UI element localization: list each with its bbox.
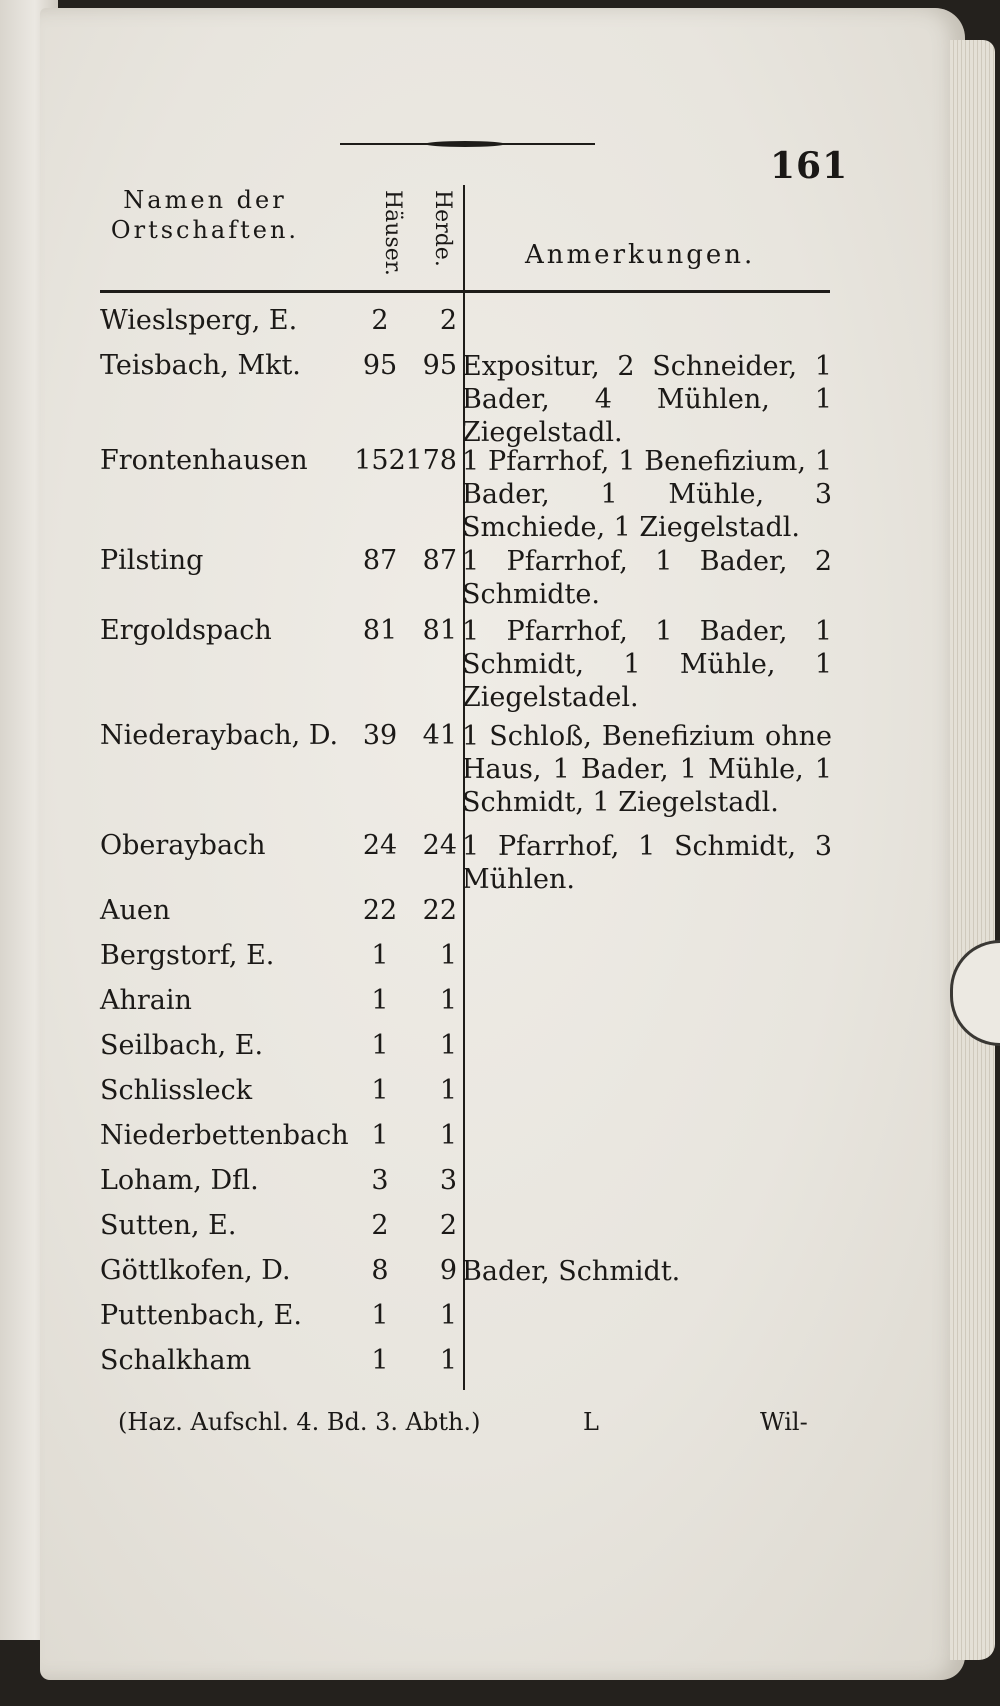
- hearths-count: 2: [439, 305, 457, 336]
- houses-count: 1: [371, 1120, 389, 1151]
- hearths-count: 9: [439, 1255, 457, 1286]
- header-rule: [100, 290, 830, 293]
- hearths-count: 1: [439, 985, 457, 1016]
- header-ornament: [340, 140, 595, 148]
- hearths-count: 87: [422, 545, 457, 576]
- houses-count: 1: [371, 940, 389, 971]
- place-name: Seilbach, E.: [100, 1030, 264, 1061]
- houses-count: 95: [362, 350, 398, 381]
- houses-count: 87: [362, 545, 398, 576]
- hearths-count: 3: [439, 1165, 457, 1196]
- place-name: Schalkham: [100, 1345, 252, 1376]
- footer-catchword: Wil-: [760, 1408, 808, 1436]
- place-name: Auen: [100, 895, 171, 926]
- remark: 1 Pfarrhof, 1 Schmidt, 3 Mühlen.: [462, 831, 832, 895]
- hearths-count: 41: [422, 720, 457, 751]
- remark: Expositur, 2 Schneider, 1 Bader, 4 Mühlen, 1 Ziegelstadl.: [462, 351, 832, 448]
- houses-count: 1: [371, 1300, 389, 1331]
- footer-signature: L: [583, 1408, 599, 1436]
- place-name: Loham, Dfl.: [100, 1165, 259, 1196]
- place-name: Teisbach, Mkt.: [100, 350, 301, 381]
- place-name: Göttlkofen, D.: [100, 1255, 291, 1286]
- hearths-count: 1: [439, 1345, 457, 1376]
- remark: 1 Schloß, Benefizium ohne Haus, 1 Bader, 1 Mühle, 1 Schmidt, 1 Ziegelstadl.: [462, 721, 832, 818]
- footer-source: (Haz. Aufschl. 4. Bd. 3. Abth.): [118, 1408, 481, 1436]
- place-name: Sutten, E.: [100, 1210, 237, 1241]
- houses-count: 1: [371, 1345, 389, 1376]
- houses-count: 22: [362, 895, 398, 926]
- page-edges: [950, 40, 995, 1660]
- houses-count: 1: [371, 1075, 389, 1106]
- houses-count: 24: [362, 830, 398, 861]
- header-houses: Häuser.: [380, 190, 405, 276]
- header-place-names: Namen der Ortschaften.: [110, 186, 300, 244]
- hearths-count: 24: [422, 830, 457, 861]
- houses-count: 2: [371, 305, 389, 336]
- houses-count: 8: [371, 1255, 389, 1286]
- page-number: 161: [770, 145, 849, 187]
- remark: Bader, Schmidt.: [462, 1256, 681, 1287]
- header-hearths: Herde.: [430, 190, 455, 267]
- hearths-count: 1: [439, 1030, 457, 1061]
- place-name: Frontenhausen: [100, 445, 308, 476]
- place-name: Puttenbach, E.: [100, 1300, 302, 1331]
- hearths-count: 178: [405, 445, 457, 476]
- hearths-count: 22: [422, 895, 457, 926]
- place-name: Pilsting: [100, 545, 204, 576]
- place-name: Niederaybach, D.: [100, 720, 339, 751]
- place-name: Ergoldspach: [100, 615, 272, 646]
- place-name: Schlissleck: [100, 1075, 253, 1106]
- hearths-count: 2: [439, 1210, 457, 1241]
- houses-count: 39: [362, 720, 398, 751]
- houses-count: 2: [371, 1210, 389, 1241]
- place-name: Ahrain: [100, 985, 192, 1016]
- place-name: Bergstorf, E.: [100, 940, 275, 971]
- hearths-count: 1: [439, 1300, 457, 1331]
- houses-count: 3: [371, 1165, 389, 1196]
- place-name: Niederbettenbach: [100, 1120, 349, 1151]
- hearths-count: 95: [422, 350, 457, 381]
- hearths-count: 1: [439, 1075, 457, 1106]
- hearths-count: 1: [439, 1120, 457, 1151]
- houses-count: 152: [354, 445, 406, 476]
- remark: 1 Pfarrhof, 1 Benefizium, 1 Bader, 1 Mühle, 3 Smchiede, 1 Ziegelstadl.: [462, 446, 832, 543]
- remark: 1 Pfarrhof, 1 Bader, 1 Schmidt, 1 Mühle, 1 Ziegelstadel.: [462, 616, 832, 713]
- remark: 1 Pfarrhof, 1 Bader, 2 Schmidte.: [462, 546, 832, 610]
- houses-count: 1: [371, 985, 389, 1016]
- place-name: Oberaybach: [100, 830, 266, 861]
- hearths-count: 1: [439, 940, 457, 971]
- houses-count: 81: [362, 615, 398, 646]
- header-notes: Anmerkungen.: [525, 240, 756, 270]
- houses-count: 1: [371, 1030, 389, 1061]
- place-name: Wieslsperg, E.: [100, 305, 298, 336]
- hearths-count: 81: [422, 615, 457, 646]
